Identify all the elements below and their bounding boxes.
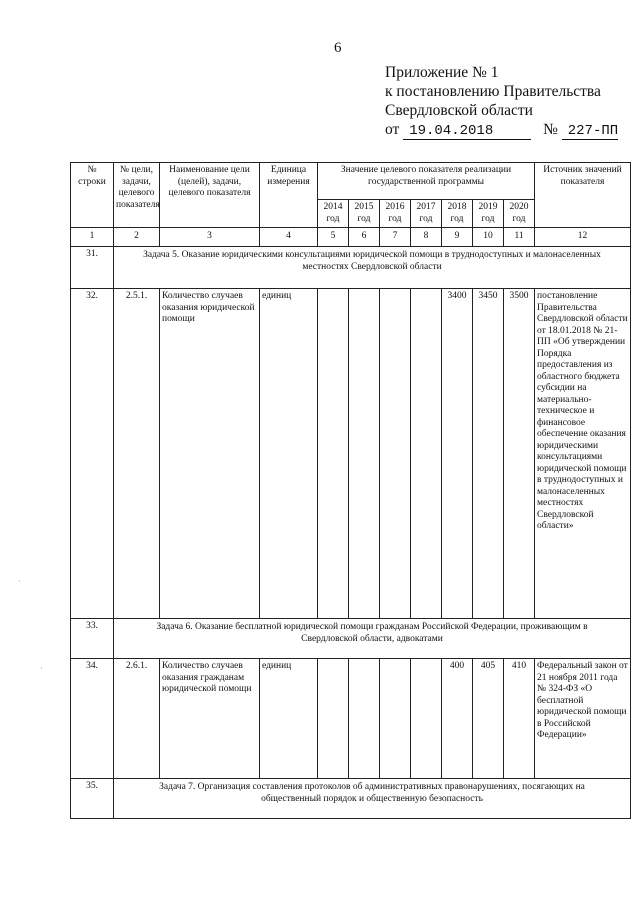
header-year: 2016 год — [380, 200, 411, 228]
task-row — [71, 247, 631, 289]
column-index: 6 — [349, 228, 380, 247]
year-value: 3400 — [442, 289, 473, 619]
year-value: 400 — [442, 659, 473, 779]
year-value — [349, 289, 380, 619]
column-index: 11 — [504, 228, 535, 247]
year-value — [380, 659, 411, 779]
year-value — [411, 289, 442, 619]
header-goal-no: № цели, задачи, целевого показателя — [114, 163, 160, 228]
appendix-line-3: Свердловской области — [385, 102, 533, 119]
decree-date: 19.04.2018 — [403, 123, 531, 140]
column-index: 2 — [114, 228, 160, 247]
column-index: 7 — [380, 228, 411, 247]
header-name: Наименование цели (целей), задачи, целевого показателя — [160, 163, 260, 228]
year-value: 405 — [473, 659, 504, 779]
year-value: 3450 — [473, 289, 504, 619]
row-number: 33. — [71, 619, 114, 659]
year-value: 410 — [504, 659, 535, 779]
indicator-row — [71, 289, 631, 619]
column-index: 5 — [318, 228, 349, 247]
header-year: 2015 год — [349, 200, 380, 228]
appendix-block — [385, 63, 618, 140]
header-unit: Единица измерения — [260, 163, 318, 228]
appendix-date-line — [385, 120, 618, 140]
goal-code: 2.5.1. — [114, 289, 160, 619]
indicator-name: Количество случаев оказания юридической помощи — [160, 289, 260, 619]
indicators-table — [70, 162, 631, 819]
indicator-unit: единиц — [260, 289, 318, 619]
indicator-name: Количество случаев оказания гражданам юридической помощи — [160, 659, 260, 779]
row-number: 32. — [71, 289, 114, 619]
row-number: 34. — [71, 659, 114, 779]
column-index: 10 — [473, 228, 504, 247]
column-index: 4 — [260, 228, 318, 247]
header-year: 2014 год — [318, 200, 349, 228]
task-row — [71, 619, 631, 659]
scan-mark: · — [18, 577, 21, 586]
header-values-title: Значение целевого показателя реализации государственной программы — [318, 163, 535, 200]
column-index: 1 — [71, 228, 114, 247]
appendix-line-2: к постановлению Правительства — [385, 83, 601, 100]
task-row — [71, 779, 631, 819]
task-text: Задача 5. Оказание юридическими консультациями юридической помощи в труднодоступных и малонаселенных местностях Свердловской области — [114, 247, 631, 289]
header-row-no: № строки — [71, 163, 114, 228]
decree-number: 227-ПП — [562, 123, 618, 140]
header-year: 2018 год — [442, 200, 473, 228]
column-index: 12 — [535, 228, 631, 247]
goal-code: 2.6.1. — [114, 659, 160, 779]
appendix-title: Приложение № 1 — [385, 64, 499, 81]
year-value — [318, 659, 349, 779]
indicator-row — [71, 659, 631, 779]
page-number: 6 — [334, 40, 342, 56]
scan-mark: · — [40, 664, 43, 673]
column-index: 3 — [160, 228, 260, 247]
task-text: Задача 6. Оказание бесплатной юридической помощи гражданам Российской Федерации, проживающим в Свердловской области, адвокатами — [114, 619, 631, 659]
row-number: 31. — [71, 247, 114, 289]
column-index: 8 — [411, 228, 442, 247]
header-source: Источник значений показателя — [535, 163, 631, 228]
year-value — [411, 659, 442, 779]
number-prefix: № — [543, 121, 558, 138]
year-value — [349, 659, 380, 779]
row-number: 35. — [71, 779, 114, 819]
header-year: 2019 год — [473, 200, 504, 228]
header-year: 2017 год — [411, 200, 442, 228]
date-prefix: от — [385, 121, 400, 138]
column-index: 9 — [442, 228, 473, 247]
task-text: Задача 7. Организация составления протоколов об административных правонарушениях, посягающих на общественный порядок и общественную безопасность — [114, 779, 631, 819]
year-value — [318, 289, 349, 619]
header-year: 2020 год — [504, 200, 535, 228]
year-value — [380, 289, 411, 619]
indicator-source: постановление Правительства Свердловской области от 18.01.2018 № 21-ПП «Об утверждении Порядка предоставления из областного бюджета субсидии на материально-техническое и финансовое обеспечение оказания юридическими консультациями юридической помощи в труднодоступных и малонаселенных местностях Свердловской области» — [535, 289, 631, 619]
year-value: 3500 — [504, 289, 535, 619]
indicator-unit: единиц — [260, 659, 318, 779]
indicator-source: Федеральный закон от 21 ноября 2011 года № 324-ФЗ «О бесплатной юридической помощи в Российской Федерации» — [535, 659, 631, 779]
